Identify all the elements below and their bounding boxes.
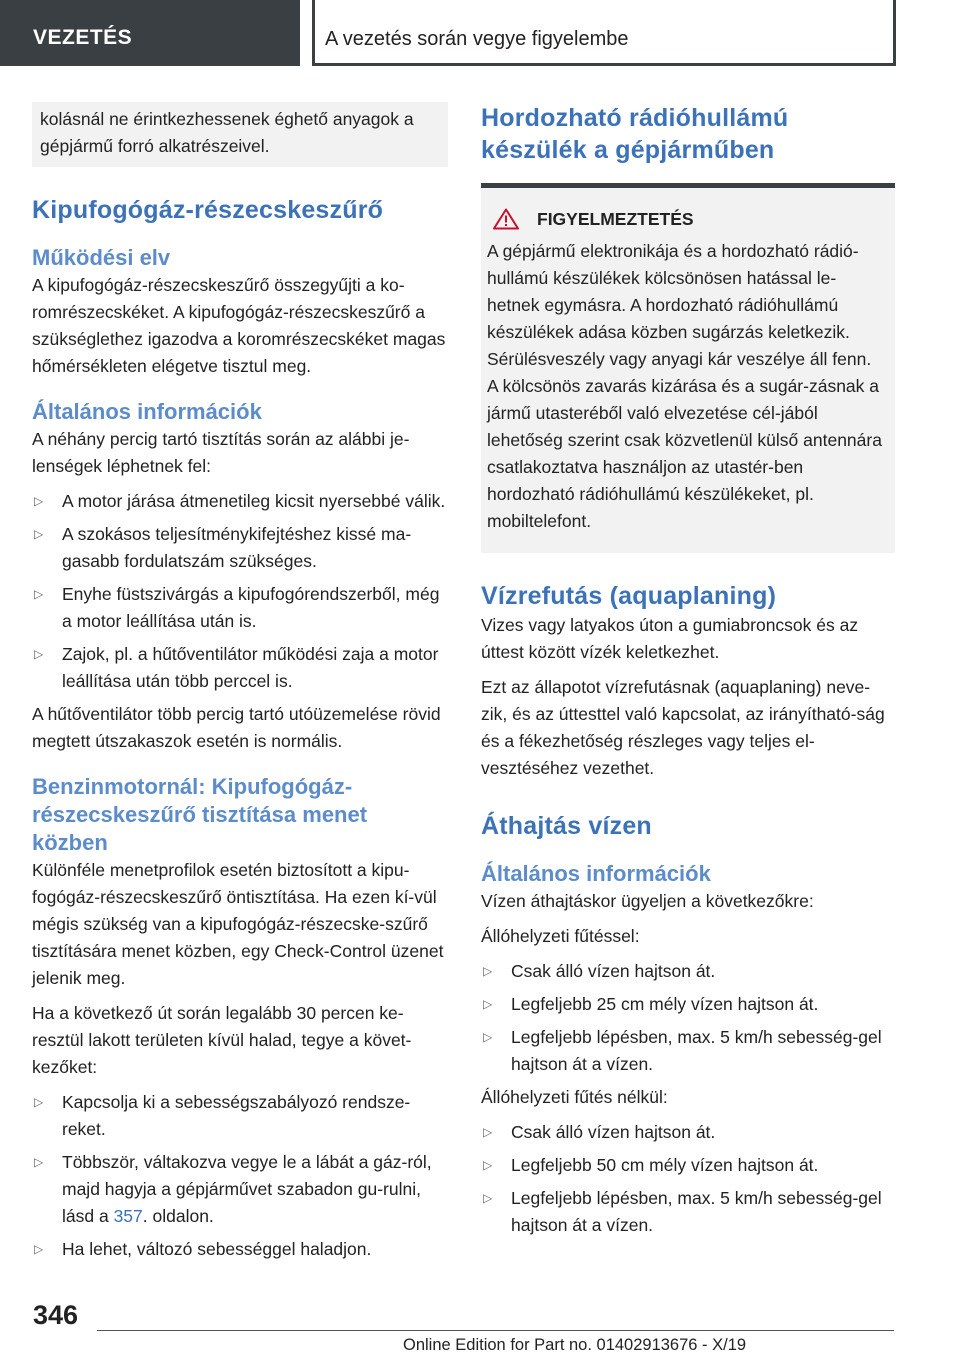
- list-item: ▷ Legfeljebb lépésben, max. 5 km/h sebesség-gel hajtson át a vízen.: [481, 1024, 895, 1078]
- bullet-triangle-icon: ▷: [34, 587, 44, 601]
- warning-box: [481, 188, 895, 553]
- page-reference-link[interactable]: 357: [113, 1206, 143, 1226]
- petrol-cleaning-list: [32, 1089, 448, 1263]
- warning-triangle-icon: [493, 208, 519, 230]
- bullet-triangle-icon: ▷: [34, 647, 44, 661]
- heading-portable-radio: Hordozható rádióhullámú készülék a gépjárműben: [481, 104, 789, 164]
- unheated-label: Állóhelyzeti fűtés nélkül:: [481, 1087, 668, 1107]
- bullet-triangle-icon: ▷: [34, 1095, 44, 1109]
- general-info-after-text: A hűtőventilátor több percig tartó utóüzemelése rövid megtett útszakaszok esetén is normális.: [32, 704, 441, 751]
- operating-principle-text: A kipufogógáz-részecskeszűrő összegyűjti a ko-romrészecskéket. A kipufogógáz-részecskeszűrő a szükséglethez igazodva a koromrészecskéket magas hőmérsékleten elégetve tisztul meg.: [32, 275, 446, 376]
- aquaplaning-text-1: Vizes vagy latyakos úton a gumiabroncsok és az úttest között vízék keletkezhet.: [481, 615, 859, 662]
- heading-petrol-cleaning: Benzinmotornál: Kipufogógáz-részecskeszűrő tisztítása menet közben: [32, 774, 368, 855]
- list-item: ▷ Legfeljebb 50 cm mély vízen hajtson át.: [481, 1152, 895, 1179]
- list-item: ▷ Ha lehet, változó sebességgel haladjon.: [32, 1236, 448, 1263]
- heading-particulate-filter: Kipufogógáz-részecskeszűrő: [32, 196, 384, 224]
- intro-continuation-text: kolásnál ne érintkezhessenek éghető anyagok a gépjármű forró alkatrészeivel.: [40, 109, 414, 156]
- heading-wading: Áthajtás vízen: [481, 812, 652, 840]
- heading-wading-general: Általános információk: [481, 861, 711, 886]
- list-item: ▷ Zajok, pl. a hűtőventilátor működési zaja a motor leállítása után több perccel is.: [32, 641, 448, 695]
- list-item: ▷ Legfeljebb 25 cm mély vízen hajtson át.: [481, 991, 895, 1018]
- left-column: [32, 102, 448, 1269]
- bullet-triangle-icon: ▷: [34, 1155, 44, 1169]
- list-item: ▷ Legfeljebb lépésben, max. 5 km/h sebesség-gel hajtson át a vízen.: [481, 1185, 895, 1239]
- bullet-triangle-icon: ▷: [34, 527, 44, 541]
- list-item: ▷ A szokásos teljesítménykifejtéshez kissé ma-gasabb fordulatszám szükséges.: [32, 521, 448, 575]
- bullet-triangle-icon: ▷: [483, 1030, 493, 1044]
- page-number: 346: [33, 1300, 79, 1330]
- list-item: ▷ Többször, váltakozva vegye le a lábát a gáz-ról, majd hagyja a gépjárművet szabadon gu-rulni, lásd a 357. oldalon.: [32, 1149, 448, 1230]
- general-info-list: [32, 488, 448, 695]
- warning-header: [493, 208, 885, 230]
- intro-continuation-box: [32, 102, 448, 167]
- heading-operating-principle: Működési elv: [32, 245, 171, 270]
- header-subsection-title: A vezetés során vegye figyelembe: [325, 28, 629, 50]
- heated-label: Állóhelyzeti fűtéssel:: [481, 926, 640, 946]
- bullet-triangle-icon: ▷: [483, 997, 493, 1011]
- heading-general-info: Általános információk: [32, 399, 262, 424]
- warning-title: FIGYELMEZTETÉS: [537, 208, 694, 229]
- header-gap: [300, 0, 312, 66]
- heated-list: [481, 958, 895, 1078]
- list-item: ▷ Kapcsolja ki a sebességszabályozó rendsze-reket.: [32, 1089, 448, 1143]
- footer-edition-text: Online Edition for Part no. 01402913676 - X/19: [403, 1336, 747, 1354]
- header-section-title: VEZETÉS: [33, 26, 133, 49]
- bullet-triangle-icon: ▷: [34, 1242, 44, 1256]
- right-column: [481, 102, 895, 1245]
- petrol-cleaning-text-2: Ha a következő út során legalább 30 percen ke-resztül lakott területen kívül halad, tegye a követ-kezőket:: [32, 1003, 412, 1077]
- bullet-triangle-icon: ▷: [483, 964, 493, 978]
- list-item: ▷ A motor járása átmenetileg kicsit nyersebbé válik.: [32, 488, 448, 515]
- warning-text: A gépjármű elektronikája és a hordozható rádió-hullámú készülékek kölcsönösen hatással le-hetnek egymásra. A hordozható rádióhullámú készülékek adása közben sugárzás keletkezik. Sérülésveszély vagy anyagi kár veszélye áll fenn. A kölcsönös zavarás kizárása és a sugár-zásnak a jármű utasteréből való elvezetése cél-jából lehetőség szerint csak közvetlenül külső antennára csatlakoztatva használjon az utastér-ben hordozható rádióhullámú készülékeket, pl. mobiltelefont.: [487, 241, 882, 531]
- petrol-cleaning-text-1: Különféle menetprofilok esetén biztosított a kipu-fogógáz-részecskeszűrő öntisztítása. Ha ezen kí-vül mégis szükség van a kipufogógáz-részecske-szűrő tisztítására menet közben, egy Check-Control üzenet jelenik meg.: [32, 860, 444, 988]
- wading-intro-text: Vízen áthajtáskor ügyeljen a következőkre:: [481, 891, 814, 911]
- general-info-text: A néhány percig tartó tisztítás során az alábbi je-lenségek léphetnek fel:: [32, 429, 410, 476]
- unheated-list: [481, 1119, 895, 1239]
- heading-aquaplaning: Vízrefutás (aquaplaning): [481, 582, 777, 610]
- bullet-triangle-icon: ▷: [34, 494, 44, 508]
- list-item: ▷ Enyhe füstszivárgás a kipufogórendszerből, még a motor leállítása után is.: [32, 581, 448, 635]
- bullet-triangle-icon: ▷: [483, 1125, 493, 1139]
- list-item: ▷ Csak álló vízen hajtson át.: [481, 1119, 895, 1146]
- bullet-triangle-icon: ▷: [483, 1158, 493, 1172]
- list-item: ▷ Csak álló vízen hajtson át.: [481, 958, 895, 985]
- footer-divider: [97, 1330, 894, 1331]
- aquaplaning-text-2: Ezt az állapotot vízrefutásnak (aquaplaning) neve-zik, és az úttesttel való kapcsolat, az irányítható-ság és a fékezhetőség részleges vagy teljes el-vesztéséhez vezethet.: [481, 677, 885, 778]
- bullet-triangle-icon: ▷: [483, 1191, 493, 1205]
